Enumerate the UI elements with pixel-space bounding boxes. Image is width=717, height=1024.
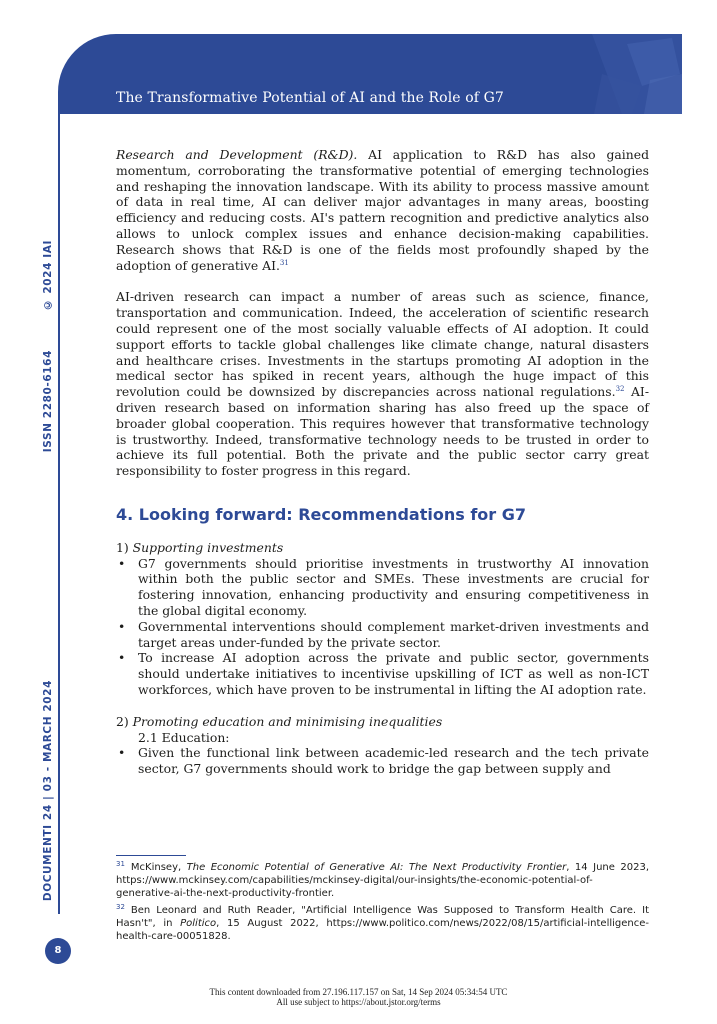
list-item: • G7 governments should prioritise investments in trustworthy AI innovation within both the public sector and SMEs. These investments are crucial for fostering innovation, enhancing productivity and ensuring competitiveness in the global digital economy. xyxy=(116,556,649,619)
section-heading: 4. Looking forward: Recommendations for G7 xyxy=(116,504,527,524)
footnote-number: 32 xyxy=(116,902,125,911)
footnote-31 xyxy=(116,861,649,900)
recommendation-1-number: 1) xyxy=(116,539,133,555)
header-band xyxy=(58,34,682,114)
list-item: • Governmental interventions should complement market-driven investments and target areas under-funded by the private sector. xyxy=(116,619,649,651)
recommendation-2-number: 2) xyxy=(116,713,133,729)
left-margin-rule xyxy=(58,114,60,914)
running-header-title: The Transformative Potential of AI and the Role of G7 xyxy=(116,90,504,106)
footnote-title: Politico xyxy=(180,918,217,929)
recommendation-1-list xyxy=(116,556,649,698)
footnote-link-text[interactable]: , 15 August 2022, https://www.politico.com/news/2022/08/15/artificial-intelligence-health-care-00051828. xyxy=(116,918,649,942)
list-item: • Given the functional link between academic-led research and the tech private sector, G7 governments should work to bridge the gap between supply and xyxy=(116,745,649,777)
footnote-title: The Economic Potential of Generative AI: The Next Productivity Frontier xyxy=(186,862,567,873)
ai-research-text-b: AI-driven research based on information sharing has also freed up the space of broader global cooperation. This requires however that transformative technology is trustworthy. Indeed, transformative technology needs to be trusted in order to achieve its full potential. Both the private and the public sector carry great responsibility to foster progress in this regard. xyxy=(116,384,649,479)
jstor-download-notice xyxy=(0,987,717,1007)
page-number-badge: 8 xyxy=(45,938,71,964)
jstor-line-1: This content downloaded from 27.196.117.157 on Sat, 14 Sep 2024 05:34:54 UTC xyxy=(209,987,508,997)
document-series-label: DOCUMENTI 24 | 03 - MARCH 2024 xyxy=(42,680,54,902)
footnote-link-text[interactable]: , 14 June 2023, https://www.mckinsey.com/capabilities/mckinsey-digital/our-insights/the-economic-potential-of-generative-ai-the-next-productivity-frontier. xyxy=(116,862,649,899)
rnd-text: AI application to R&D has also gained momentum, corroborating the transformative potential of emerging technologies and reshaping the innovation landscape. With its ability to process massive amount of data in real time, AI can deliver major advantages in many areas, boosting efficiency and reducing costs. AI's pattern recognition and predictive analytics also allows to unlock complex issues and enhance decision-making capabilities. Research shows that R&D is one of the fields most profoundly shaped by the adoption of generative AI. xyxy=(116,147,649,273)
footnote-text: McKinsey, xyxy=(130,862,187,873)
footnote-ref-31[interactable]: 31 xyxy=(279,258,289,267)
list-item: • To increase AI adoption across the private and public sector, governments should undertake initiatives to incentivise upskilling of ICT as well as non-ICT workforces, which have proven to be instrumental in lifting the AI adoption rate. xyxy=(116,650,649,697)
recommendation-1-heading xyxy=(116,540,649,556)
issn-label: ISSN 2280-6164 xyxy=(42,350,54,453)
ai-research-text-a: AI-driven research can impact a number of areas such as science, finance, transportation and communication. Indeed, the acceleration of scientific research could represent one of the most socially valuable effects of AI adoption. It could support efforts to tackle global challenges like climate change, natural disasters and healthcare crises. Investments in the startups promoting AI adoption in the medical sector has spiked in recent years, although the huge impact of this revolution could be downsized by discrepancies across national regulations. xyxy=(116,289,649,400)
paragraph-ai-research xyxy=(116,289,649,479)
footnotes xyxy=(116,861,649,947)
footnote-text: Ben Leonard and Ruth Reader, "Artificial Intelligence Was Supposed to Transform Health Care. It Hasn't", in xyxy=(116,905,649,929)
recommendation-2-heading xyxy=(116,714,649,730)
main-content xyxy=(116,147,649,777)
footnote-divider xyxy=(116,855,186,856)
recommendation-2-title: Promoting education and minimising inequalities xyxy=(132,713,443,729)
recommendation-2-list xyxy=(116,745,649,777)
footnote-32 xyxy=(116,904,649,943)
recommendation-1-title: Supporting investments xyxy=(132,539,284,555)
jstor-terms-link[interactable]: All use subject to https://about.jstor.org/terms xyxy=(276,997,441,1007)
copyright-label: © 2024 IAI xyxy=(42,240,54,311)
education-subheading: 2.1 Education: xyxy=(138,729,230,745)
footnote-ref-32[interactable]: 32 xyxy=(615,385,625,394)
rnd-lead: Research and Development (R&D). xyxy=(116,147,358,162)
footnote-number: 31 xyxy=(116,859,125,868)
paragraph-rnd xyxy=(116,147,649,273)
decorative-geometric-pattern xyxy=(532,34,682,114)
